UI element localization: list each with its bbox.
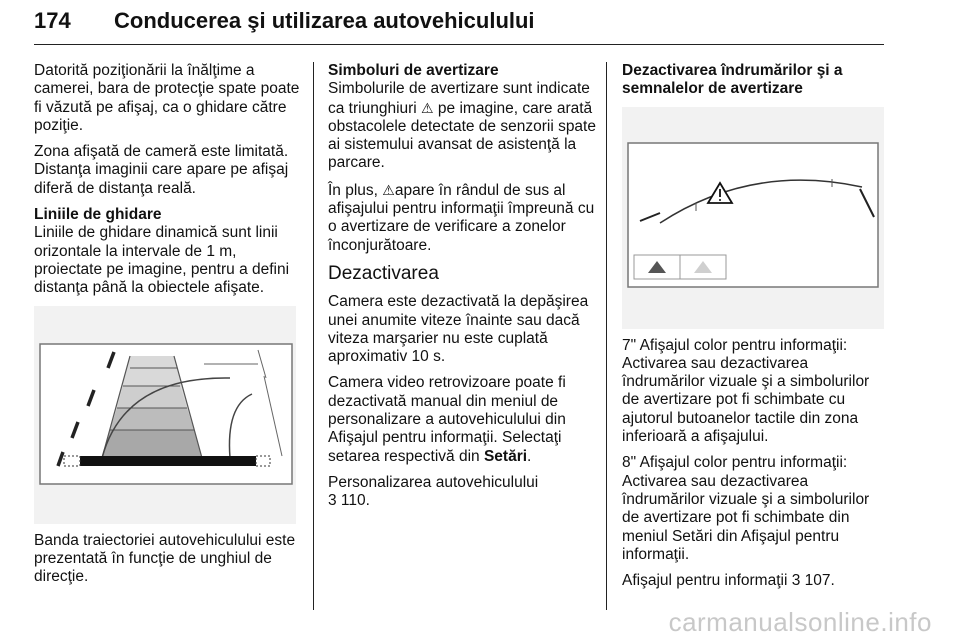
header-divider — [34, 44, 884, 45]
paragraph-zone-limited: Zona afişată de cameră este limitată. Distanţa imaginii care apare pe afişaj diferă de distanţa reală. — [34, 143, 289, 197]
column-left — [34, 62, 304, 594]
paragraph-camera-height: Datorită poziţionării la înălţime a camerei, bara de protecţie spate poate fi văzută pe afişaj, ca o ghidare către poziţie. — [34, 62, 300, 134]
warning-text-a: Simbolurile de avertizare sunt indicate ca triunghiuri — [328, 80, 590, 117]
page-reference[interactable]: 3 110. — [328, 492, 370, 510]
warning-triangle-icon: ⚠ — [382, 181, 395, 198]
heading-warning-symbols: Simboluri de avertizare — [328, 62, 499, 79]
guide-lines-figure — [34, 306, 296, 524]
paragraph-personalization-ref — [328, 474, 598, 511]
paragraph-8-inch-display: 8" Afişajul color pentru informaţii: Activarea sau dezactivarea îndrumărilor vizuale şi a simbolurilor de avertizare pot fi schimbate din meniul Setări din Afişajul pentru informaţii. — [622, 454, 870, 563]
page-title: Conducerea şi utilizarea autovehiculului — [114, 8, 535, 33]
heading-guide-lines: Liniile de ghidare — [34, 206, 162, 224]
column-divider-right — [606, 62, 607, 610]
column-right — [622, 62, 887, 598]
top-row-text-a: În plus, — [328, 181, 383, 199]
personalization-text: Personalizarea autovehiculului — [328, 473, 539, 491]
paragraph-warning-symbols — [328, 80, 598, 172]
paragraph-info-display-ref: Afişajul pentru informaţii 3 107. — [622, 572, 835, 590]
warning-text-b: pe imagine, care arată obstacolele detectate de senzorii spate ai sistemului avansat de asistenţă la parcare. — [328, 99, 596, 172]
paragraph-7-inch-display: 7" Afişajul color pentru informaţii: Activarea sau dezactivarea îndrumărilor vizuale şi a simbolurilor de avertizare pot fi schimbate cu ajutorul butoanelor tactile din zona inferioară a afişajului. — [622, 336, 870, 446]
paragraph-guide-lines: Liniile de ghidare dinamică sunt linii orizontale la intervale de 1 m, proiectate pe imagine, pentru a defini distanţa până la obiectele afişate. — [34, 224, 290, 297]
paragraph-trajectory-band: Banda traiectoriei autovehiculului este prezentată în funcţie de unghiul de direcţie. — [34, 531, 296, 586]
warning-display-figure — [622, 107, 884, 329]
column-middle — [328, 62, 598, 519]
settings-label: Setări — [483, 447, 528, 465]
top-row-text-b: apare în rândul de sus al afişajului pentru informaţii împreună cu o avertizare de verificare a zonelor înconjurătoare. — [328, 181, 595, 254]
manual-text: Camera video retrovizoare poate fi dezactivată manual din meniul de personalizare a autovehiculului din Afişajul pentru informaţii. Selectaţi setarea respectivă din — [328, 374, 566, 465]
manual-text-end: . — [527, 447, 532, 465]
warning-triangle-icon: ⚠ — [421, 99, 434, 116]
heading-deactivate-guides: Dezactivarea îndrumărilor şi a semnalelor de avertizare — [622, 62, 843, 98]
page-header — [34, 6, 934, 44]
watermark: carmanualsonline.info — [668, 607, 932, 637]
heading-deactivation: Dezactivarea — [328, 262, 439, 284]
page-number: 174 — [34, 8, 71, 33]
column-divider-left — [313, 62, 314, 610]
paragraph-top-row-warning — [328, 181, 598, 255]
paragraph-manual-deactivation — [328, 374, 598, 465]
paragraph-deactivation-speed: Camera este dezactivată la depăşirea unei anumite viteze înainte sau dacă viteza marşarier nu este cuplată aproximativ 10 s. — [328, 293, 589, 366]
